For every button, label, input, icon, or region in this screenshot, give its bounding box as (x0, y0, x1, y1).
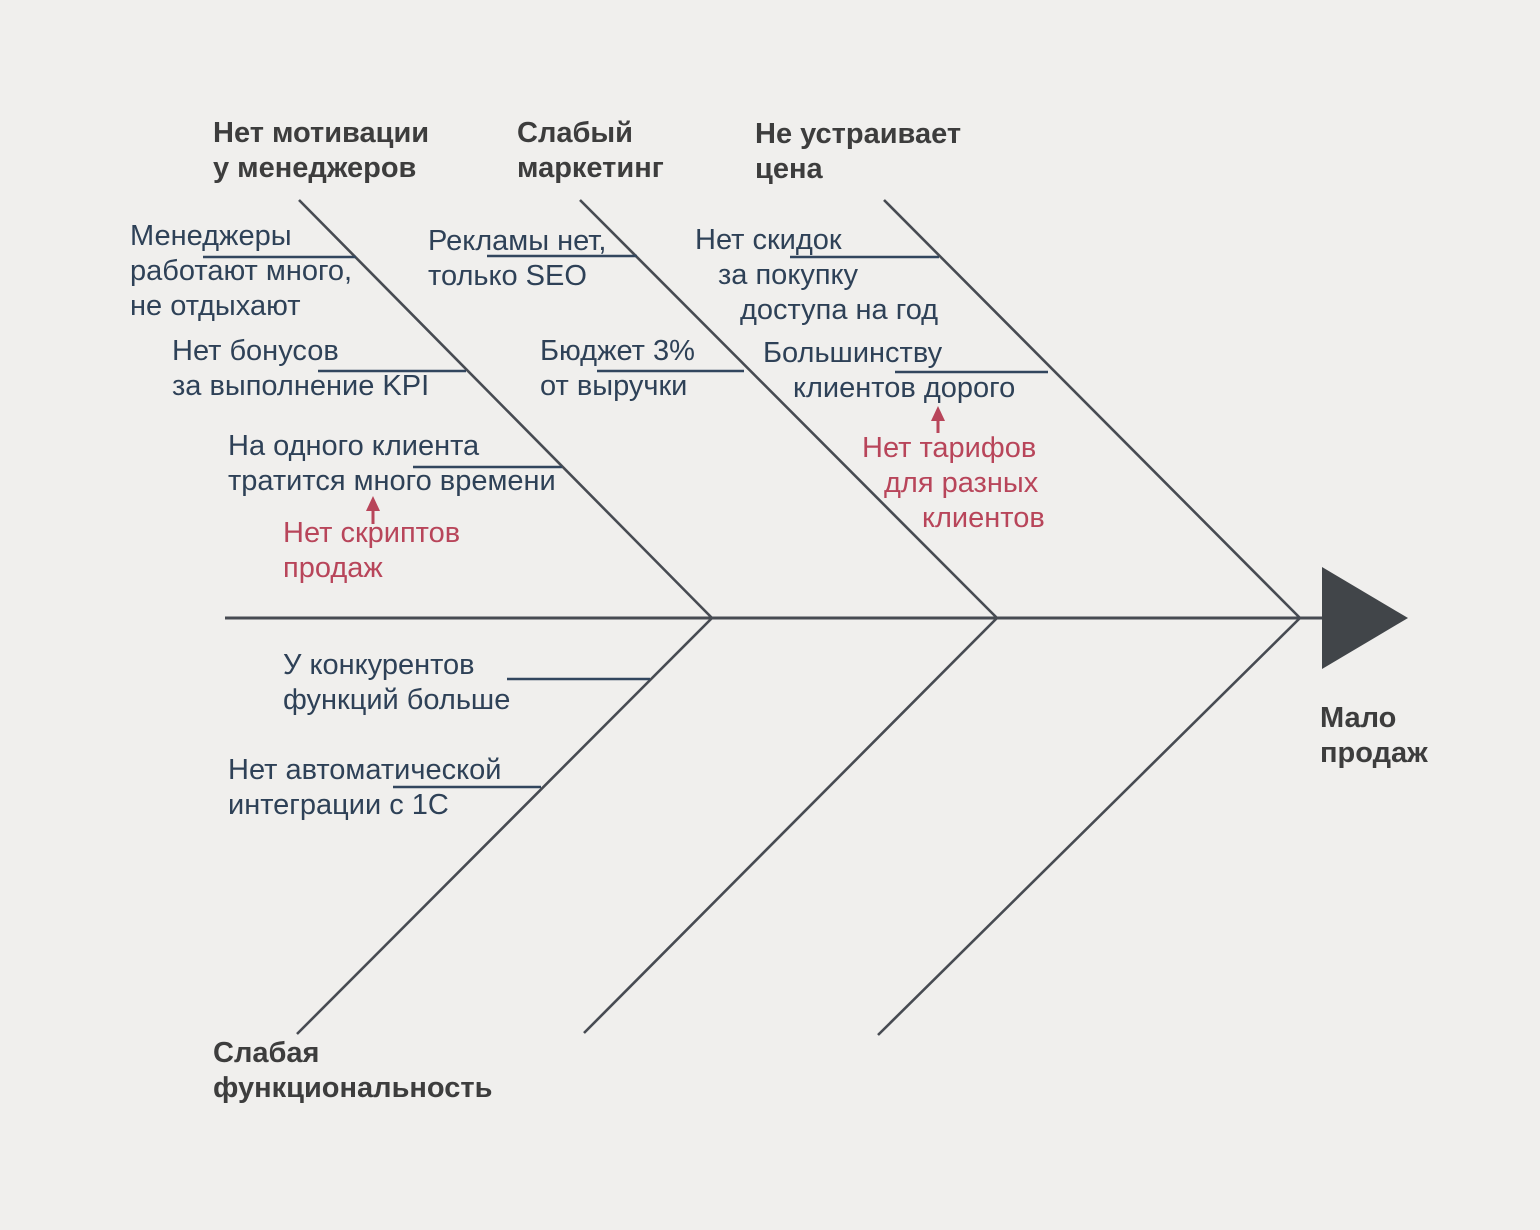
sub-cause-line: для разных (884, 467, 1039, 499)
cause-no-ads-only-seo (428, 224, 606, 294)
cause-no-1c-integration (228, 753, 501, 823)
cause-line: от выручки (540, 370, 688, 402)
cause-line: Большинству (763, 337, 943, 369)
category-functionality-line-1: Слабая (213, 1037, 320, 1069)
cause-no-annual-discount (695, 223, 938, 328)
branch-bottom-3-line (878, 618, 1300, 1035)
cause-managers-overwork (130, 219, 352, 324)
cause-line: за покупку (718, 259, 859, 291)
category-marketing-line-2: маркетинг (517, 152, 664, 184)
category-price-line-1: Не устраивает (755, 118, 962, 150)
cause-budget-3-percent (540, 334, 695, 404)
cause-competitors-more-features (283, 648, 510, 718)
branch-bottom-2-line (584, 618, 997, 1033)
cause-time-per-client (228, 429, 556, 499)
cause-line: На одного клиента (228, 430, 480, 462)
cause-line: У конкурентов (283, 649, 475, 681)
cause-line: Нет бонусов (172, 335, 339, 367)
cause-line: работают много, (130, 255, 353, 287)
category-price-line-2: цена (755, 153, 823, 185)
cause-line: Бюджет 3% (540, 335, 695, 367)
cause-too-expensive (763, 336, 1015, 406)
cause-line: доступа на год (740, 294, 939, 326)
branch-price-line (884, 200, 1300, 618)
cause-line: не отдыхают (130, 290, 301, 322)
cause-line: клиентов дорого (793, 372, 1016, 404)
sub-cause-line: продаж (283, 552, 383, 584)
category-price-label (755, 117, 961, 187)
cause-line: интеграции с 1С (228, 789, 449, 821)
cause-line: функций больше (283, 684, 511, 716)
sub-cause-no-sales-scripts (283, 516, 460, 586)
cause-line: за выполнение KPI (172, 370, 430, 402)
category-motivation-label (213, 116, 429, 186)
effect-line-1: Мало (1320, 702, 1397, 734)
red-up-arrow-icon (931, 406, 945, 433)
cause-line: только SEO (428, 260, 587, 292)
category-functionality-label (213, 1036, 492, 1106)
category-motivation-line-1: Нет мотивации (213, 117, 430, 149)
fishbone-head-arrow-icon (1322, 567, 1408, 669)
category-marketing-label (517, 116, 664, 186)
effect-label (1320, 701, 1428, 771)
category-functionality-line-2: функциональность (213, 1072, 493, 1104)
cause-line: Нет автоматической (228, 754, 502, 786)
sub-cause-line: Нет тарифов (862, 432, 1037, 464)
sub-cause-no-tariffs (862, 431, 1045, 536)
effect-line-2: продаж (1320, 737, 1428, 769)
cause-line: Менеджеры (130, 220, 292, 252)
cause-line: тратится много времени (228, 465, 556, 497)
sub-cause-line: Нет скриптов (283, 517, 461, 549)
category-marketing-line-1: Слабый (517, 117, 633, 149)
cause-no-kpi-bonuses (172, 334, 429, 404)
category-motivation-line-2: у менеджеров (213, 152, 417, 184)
cause-line: Рекламы нет, (428, 225, 607, 257)
cause-line: Нет скидок (695, 224, 842, 256)
sub-cause-line: клиентов (922, 502, 1045, 534)
